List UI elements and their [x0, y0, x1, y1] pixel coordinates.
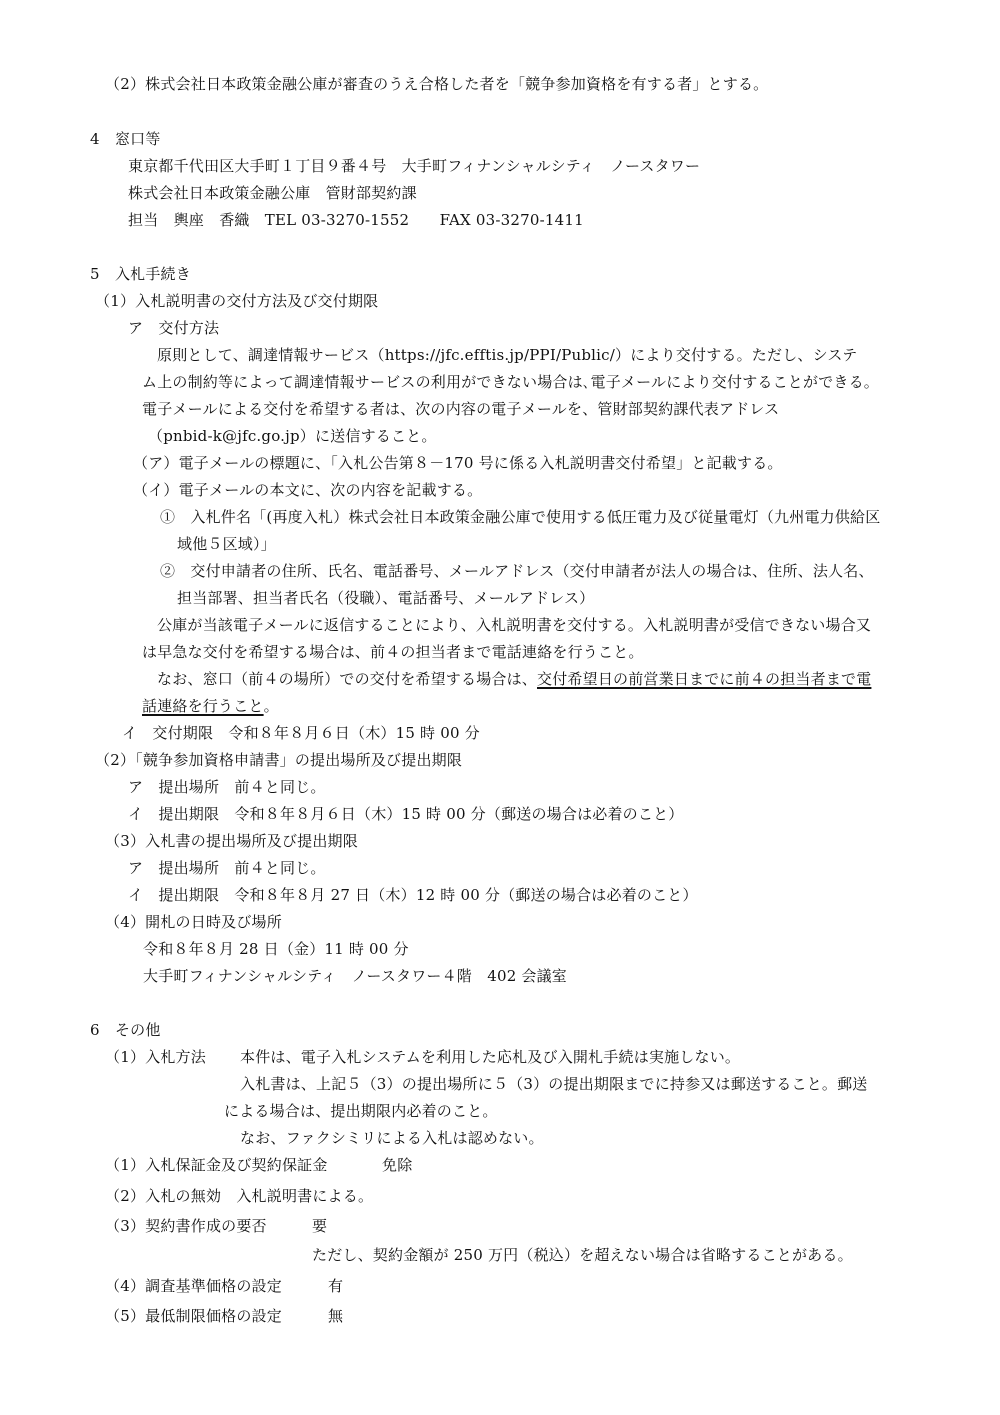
sec5-p1a-reply-line1: 公庫が当該電子メールに返信することにより、入札説明書を交付する。入札説明書が受信できない場合又	[157, 616, 872, 634]
sec5-p1a-circle1-line1: ① 入札件名「(再度入札）株式会社日本政策金融公庫で使用する低圧電力及び従量電灯（九州電力供給区	[160, 508, 881, 526]
sec6-heading: 6 その他	[90, 1021, 161, 1039]
sec5-p1a-note-underlined: 交付希望日の前営業日までに前４の担当者まで電	[537, 670, 872, 688]
sec5-p3a: ア 提出場所 前４と同じ。	[128, 859, 326, 877]
sec5-p1a-circle1-line2: 域他５区域）」	[177, 535, 276, 553]
sec6-item1-label: （1）入札保証金及び契約保証金	[105, 1156, 328, 1174]
sec5-p2b: イ 提出期限 令和８年８月６日（木）15 時 00 分（郵送の場合は必着のこと）	[128, 805, 684, 823]
sec4-heading: 4 窓口等	[90, 130, 161, 148]
sec5-p1b: イ 交付期限 令和８年８月６日（木）15 時 00 分	[122, 724, 480, 742]
sec5-p1a-note-end: 。	[263, 697, 279, 715]
sec6-method-title: （1）入札方法	[105, 1048, 206, 1066]
sec5-p2a: ア 提出場所 前４と同じ。	[128, 778, 326, 796]
sec6-item4-label: （4）調査基準価格の設定	[105, 1277, 282, 1295]
sec5-p1a-note-line1	[157, 669, 871, 689]
sec5-p1a-item-i: （イ）電子メールの本文に、次の内容を記載する。	[133, 481, 483, 499]
sec5-p1a-circle2-line2: 担当部署、担当者氏名（役職）、電話番号、メールアドレス）	[177, 589, 595, 607]
sec6-item3-note: ただし、契約金額が 250 万円（税込）を超えない場合は省略することがある。	[312, 1246, 853, 1264]
sec5-p1a-line2: ム上の制約等によって調達情報サービスの利用ができない場合は､電子メールにより交付することができる。	[142, 373, 880, 391]
sec6-method-line1: 本件は、電子入札システムを利用した応札及び入開札手続は実施しない。	[240, 1048, 741, 1066]
sec4-org: 株式会社日本政策金融公庫 管財部契約課	[128, 184, 417, 202]
sec5-p1a-note-text: なお、窓口（前４の場所）での交付を希望する場合は、	[157, 670, 538, 688]
sec6-item3-label: （3）契約書作成の要否	[105, 1217, 267, 1235]
sec4-address: 東京都千代田区大手町１丁目９番４号 大手町フィナンシャルシティ ノースタワー	[128, 157, 701, 175]
sec5-p4-place: 大手町フィナンシャルシティ ノースタワー４階 402 会議室	[143, 967, 568, 985]
sec6-item3-value: 要	[312, 1217, 328, 1235]
sec3-item2: （2）株式会社日本政策金融公庫が審査のうえ合格した者を「競争参加資格を有する者」とする。	[105, 75, 769, 93]
sec6-item4-value: 有	[328, 1277, 344, 1295]
sec5-p4-time: 令和８年８月 28 日（金）11 時 00 分	[143, 940, 409, 958]
sec5-p1a-line3: 電子メールによる交付を希望する者は、次の内容の電子メールを、管財部契約課代表アドレス	[142, 400, 780, 418]
sec4-contact: 担当 輿座 香織 TEL 03-3270-1552 FAX 03-3270-1411	[128, 211, 584, 229]
sec5-p1a-note-underlined-cont: 話連絡を行うこと	[142, 697, 264, 715]
sec6-item5-value: 無	[328, 1307, 344, 1325]
sec5-p1a-note-line2	[142, 696, 279, 716]
sec5-p1-title: （1）入札説明書の交付方法及び交付期限	[95, 292, 379, 310]
sec5-heading: 5 入札手続き	[90, 265, 191, 283]
sec5-p3b: イ 提出期限 令和８年８月 27 日（木）12 時 00 分（郵送の場合は必着のこと）	[128, 886, 698, 904]
sec5-p1a-line1: 原則として、調達情報サービス（https://jfc.efftis.jp/PPI/Public/）により交付する。ただし、システ	[157, 346, 858, 364]
sec5-p1a-reply-line2: は早急な交付を希望する場合は、前４の担当者まで電話連絡を行うこと。	[142, 643, 644, 661]
sec6-method-line3: による場合は、提出期限内必着のこと。	[224, 1102, 498, 1120]
sec5-p1a-title: ア 交付方法	[128, 319, 220, 337]
sec5-p1a-line4: （pnbid-k@jfc.go.jp）に送信すること。	[148, 427, 437, 445]
sec5-p4-title: （4）開札の日時及び場所	[105, 913, 282, 931]
sec6-item5-label: （5）最低制限価格の設定	[105, 1307, 282, 1325]
sec6-item2: （2）入札の無効 入札説明書による。	[105, 1187, 374, 1205]
sec5-p2-title: （2）「競争参加資格申請書」の提出場所及び提出期限	[95, 751, 463, 769]
sec6-item1-value: 免除	[382, 1156, 413, 1174]
sec6-method-line4: なお、ファクシミリによる入札は認めない。	[240, 1129, 544, 1147]
sec5-p1a-item-a: （ア）電子メールの標題に、「入札公告第８－170 号に係る入札説明書交付希望」と記載する。	[133, 454, 783, 472]
sec5-p1a-circle2-line1: ② 交付申請者の住所、氏名、電話番号、メールアドレス（交付申請者が法人の場合は、住所、法人名、	[160, 562, 874, 580]
sec5-p3-title: （3）入札書の提出場所及び提出期限	[105, 832, 358, 850]
sec6-method-line2: 入札書は、上記５（3）の提出場所に５（3）の提出期限までに持参又は郵送すること。郵送	[240, 1075, 868, 1093]
